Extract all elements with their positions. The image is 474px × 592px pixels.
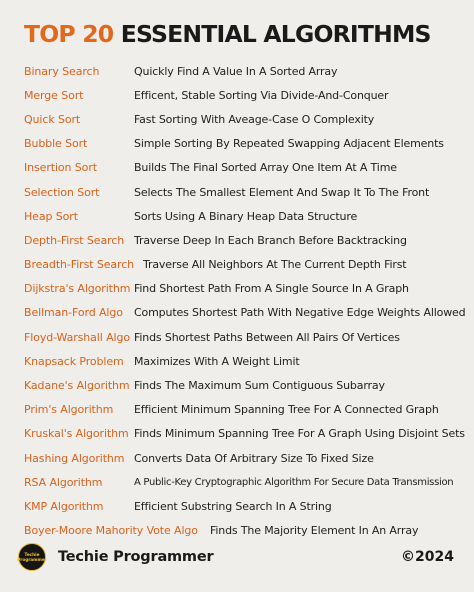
list-item xyxy=(24,277,466,301)
list-item xyxy=(24,83,466,107)
list-item xyxy=(24,349,466,373)
algorithm-description: Converts Data Of Arbitrary Size To Fixed Size xyxy=(134,451,374,465)
list-item xyxy=(24,301,466,325)
algorithm-name: Knapsack Problem xyxy=(24,354,124,368)
list-item xyxy=(24,325,466,349)
algorithm-name: Depth-First Search xyxy=(24,233,125,247)
logo-text-line-1: Techie xyxy=(24,552,40,557)
list-item xyxy=(24,228,466,252)
algorithm-description: A Public-Key Cryptographic Algorithm For Secure Data Transmission xyxy=(134,476,454,488)
algorithm-description: Traverse Deep In Each Branch Before Backtracking xyxy=(134,233,407,247)
algorithm-name: Boyer-Moore Mahority Vote Algo xyxy=(24,524,198,538)
algorithm-name: Kruskal's Algorithm xyxy=(24,427,129,441)
list-item xyxy=(24,180,466,204)
algorithm-name: Prim's Algorithm xyxy=(24,403,114,417)
algorithm-description: Finds The Majority Element In An Array xyxy=(210,524,419,538)
algorithm-name: KMP Algorithm xyxy=(24,499,104,513)
algorithm-name: Selection Sort xyxy=(24,185,100,199)
list-item xyxy=(24,398,466,422)
brand-name: Techie Programmer xyxy=(58,549,214,565)
footer xyxy=(18,540,454,574)
title-rest: ESSENTIAL ALGORITHMS xyxy=(120,20,431,48)
title-highlight: TOP 20 xyxy=(24,20,114,48)
algorithm-description: Finds Minimum Spanning Tree For A Graph Using Disjoint Sets xyxy=(134,427,465,441)
algorithm-description: Quickly Find A Value In A Sorted Array xyxy=(134,64,338,78)
algorithm-name: RSA Algorithm xyxy=(24,475,103,489)
list-item xyxy=(24,107,466,131)
algorithm-description: Simple Sorting By Repeated Swapping Adjacent Elements xyxy=(134,137,444,151)
list-item xyxy=(24,204,466,228)
list-item xyxy=(24,470,466,494)
algorithm-description: Efficent, Stable Sorting Via Divide-And-Conquer xyxy=(134,88,389,102)
list-item xyxy=(24,422,466,446)
algorithm-name: Bellman-Ford Algo xyxy=(24,306,123,320)
algorithm-description: Builds The Final Sorted Array One Item At A Time xyxy=(134,161,397,175)
list-item xyxy=(24,373,466,397)
algorithm-name: Floyd-Warshall Algo xyxy=(24,330,131,344)
algorithm-description: Finds The Maximum Sum Contiguous Subarray xyxy=(134,379,385,393)
algorithm-list xyxy=(24,59,466,543)
algorithm-name: Binary Search xyxy=(24,64,100,78)
algorithm-description: Traverse All Neighbors At The Current Depth First xyxy=(143,258,407,272)
algorithm-name: Breadth-First Search xyxy=(24,258,135,272)
algorithm-description: Computes Shortest Path With Negative Edge Weights Allowed xyxy=(134,306,466,320)
algorithm-description: Finds Shortest Paths Between All Pairs Of Vertices xyxy=(134,330,400,344)
list-item xyxy=(24,59,466,83)
algorithm-description: Find Shortest Path From A Single Source In A Graph xyxy=(134,282,409,296)
list-item xyxy=(24,494,466,518)
algorithm-name: Insertion Sort xyxy=(24,161,97,175)
algorithm-name: Kadane's Algorithm xyxy=(24,379,130,393)
list-item xyxy=(24,156,466,180)
algorithm-name: Quick Sort xyxy=(24,112,81,126)
algorithm-name: Bubble Sort xyxy=(24,137,88,151)
algorithm-name: Dijkstra's Algorithm xyxy=(24,282,131,296)
algorithm-description: Efficient Substring Search In A String xyxy=(134,499,332,513)
algorithm-name: Merge Sort xyxy=(24,88,84,102)
list-item xyxy=(24,132,466,156)
algorithm-description: Maximizes With A Weight Limit xyxy=(134,354,300,368)
algorithm-description: Selects The Smallest Element And Swap It To The Front xyxy=(134,185,430,199)
list-item xyxy=(24,253,466,277)
copyright: ©2024 xyxy=(401,549,454,565)
algorithm-description: Efficient Minimum Spanning Tree For A Connected Graph xyxy=(134,403,439,417)
logo-text-line-2: Programmer xyxy=(17,557,47,562)
algorithm-description: Fast Sorting With Aveage-Case O Complexity xyxy=(134,112,375,126)
logo-icon xyxy=(18,543,46,571)
page-title xyxy=(24,20,431,48)
algorithm-name: Hashing Algorithm xyxy=(24,451,125,465)
list-item xyxy=(24,446,466,470)
algorithm-description: Sorts Using A Binary Heap Data Structure xyxy=(134,209,358,223)
algorithm-name: Heap Sort xyxy=(24,209,78,223)
